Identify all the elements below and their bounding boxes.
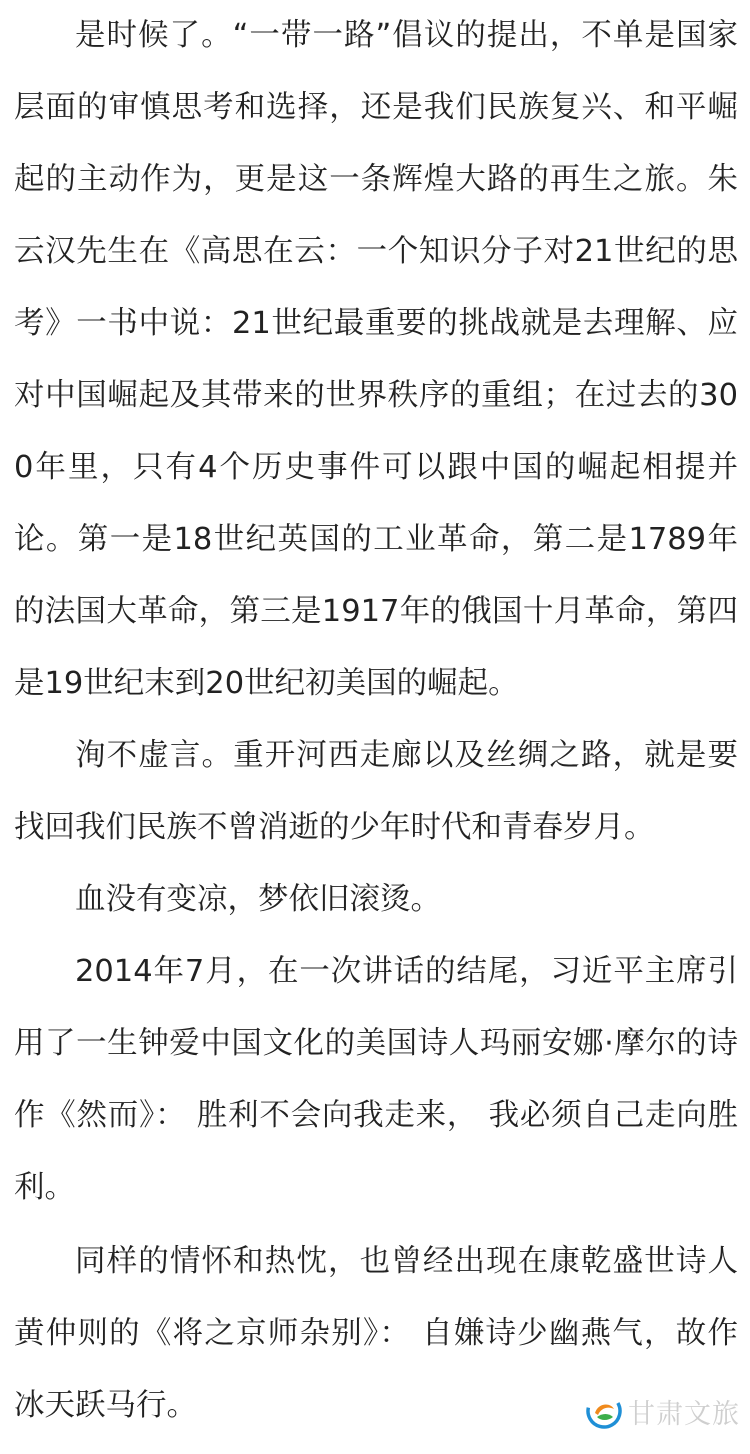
watermark [586,1388,740,1434]
gansu-culture-tourism-logo-icon [586,1393,622,1429]
paragraph-belt-and-road: 是时候了。“一带一路”倡议的提出，不单是国家层面的审慎思考和选择，还是我们民族复兴、和平崛起的主动作为，更是这一条辉煌大路的再生之旅。朱云汉先生在《高思在云：一个知识分子对21世纪的思考》一书中说：21世纪最重要的挑战就是去理解、应对中国崛起及其带来的世界秩序的重组；在过去的300年里，只有4个历史事件可以跟中国的崛起相提并论。第一是18世纪英国的工业革命，第二是1789年的法国大革命，第三是1917年的俄国十月革命，第四是19世纪末到20世纪初美国的崛起。 [14,18,738,701]
paragraph-moore-poem: 2014年7月，在一次讲话的结尾，习近平主席引用了一生钟爱中国文化的美国诗人玛丽安娜·摩尔的诗作《然而》： 胜利不会向我走来， 我必须自己走向胜利。 [14,954,738,1205]
watermark-text: 甘肃文旅 [628,1398,740,1430]
paragraph-blood-dream: 血没有变凉，梦依旧滚烫。 [75,882,441,917]
paragraph-hexi-corridor: 洵不虚言。重开河西走廊以及丝绸之路，就是要找回我们民族不曾消逝的少年时代和青春岁月。 [14,738,738,845]
article-body [14,0,738,1442]
paragraph-huang-zhongze: 同样的情怀和热忱，也曾经出现在康乾盛世诗人黄仲则的《将之京师杂别》： 自嫌诗少幽燕气，故作冰天跃马行。 [14,1244,738,1423]
